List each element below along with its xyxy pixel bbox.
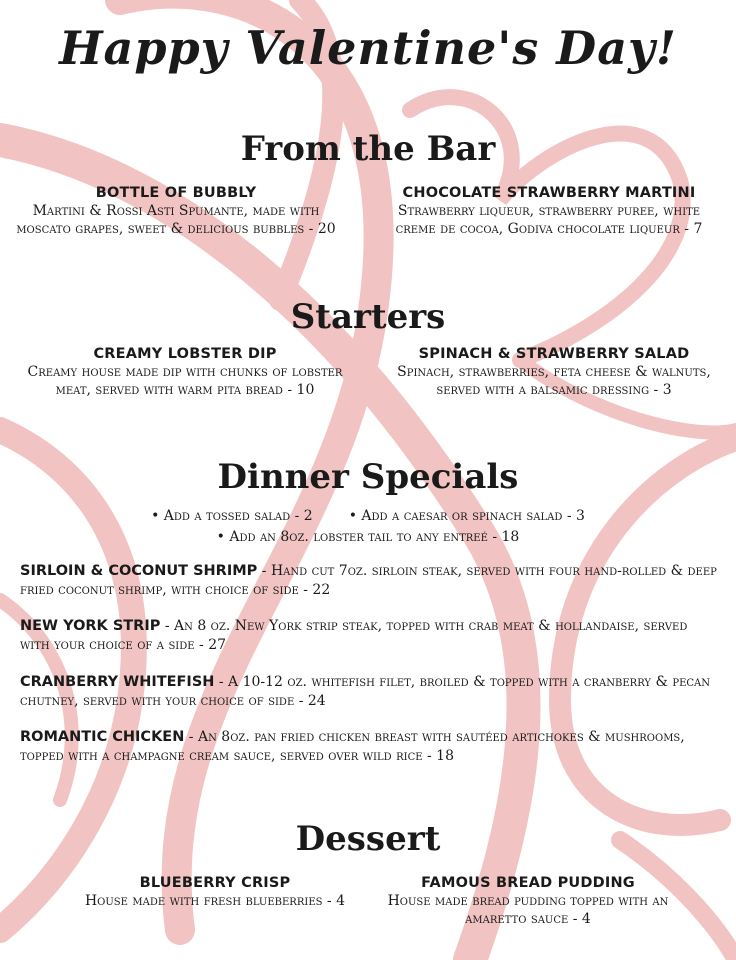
section-title-dinner-specials: Dinner Specials — [217, 457, 519, 497]
menu-item-description: House made with fresh blueberries - 4 — [84, 893, 346, 909]
menu-item-description: House made bread pudding topped with an amaretto sauce - 4 — [387, 893, 669, 927]
addon-item: • Add a tossed salad - 2 — [151, 508, 313, 524]
entree-description: - A 10-12 oz. whitefish filet, broiled & topped with a cranberry & pecan chutney, served with your choice of side - 24 — [20, 674, 711, 709]
entree-name: CRANBERRY WHITEFISH — [20, 674, 215, 690]
menu-item-name: CREAMY LOBSTER DIP — [93, 346, 277, 362]
addons-list — [0, 506, 736, 548]
entree-description: - An 8 oz. New York strip steak, topped with crab meat & hollandaise, served with your choice of a side - 27 — [20, 618, 688, 653]
menu-item-name: CHOCOLATE STRAWBERRY MARTINI — [402, 185, 696, 201]
entree-new-york-strip — [20, 617, 720, 655]
menu-item-creamy-lobster-dip — [20, 345, 350, 399]
menu-item-description: Creamy house made dip with chunks of lobster meat, served with warm pita bread - 10 — [27, 364, 343, 398]
entree-romantic-chicken — [20, 728, 720, 766]
menu-item-spinach-strawberry-salad — [384, 345, 724, 399]
menu-item-description: Strawberry liqueur, strawberry puree, white creme de cocoa, Godiva chocolate liqueur - 7 — [395, 203, 703, 237]
entree-name: ROMANTIC CHICKEN — [20, 729, 185, 745]
section-title-starters: Starters — [290, 297, 446, 337]
menu-item-famous-bread-pudding — [376, 874, 680, 928]
entree-sirloin-coconut-shrimp — [20, 562, 720, 600]
section-title-bar: From the Bar — [240, 129, 496, 169]
addon-item: • Add an 8oz. lobster tail to any entreé - 18 — [216, 529, 520, 545]
addons-row — [0, 527, 736, 548]
menu-item-name: BLUEBERRY CRISP — [139, 875, 291, 891]
page-title: Happy Valentine's Day! — [59, 21, 677, 75]
menu-item-description: Spinach, strawberries, feta cheese & walnuts, served with a balsamic dressing - 3 — [397, 364, 711, 398]
menu-item-name: SPINACH & STRAWBERRY SALAD — [418, 346, 690, 362]
section-title-dessert: Dessert — [295, 819, 441, 859]
entree-description: - Hand cut 7oz. sirloin steak, served with four hand-rolled & deep fried coconut shrimp, with choice of side - 22 — [20, 563, 717, 598]
entree-description: - An 8oz. pan fried chicken breast with sautéed artichokes & mushrooms, topped with a champagne cream sauce, served over wild rice - 18 — [20, 729, 685, 764]
menu-item-name: BOTTLE OF BUBBLY — [95, 185, 257, 201]
menu-item-blueberry-crisp — [80, 874, 350, 910]
addons-row — [0, 506, 736, 527]
menu-item-name: FAMOUS BREAD PUDDING — [421, 875, 635, 891]
menu-item-bottle-of-bubbly — [8, 184, 344, 238]
entree-cranberry-whitefish — [20, 673, 720, 711]
entree-name: SIRLOIN & COCONUT SHRIMP — [20, 563, 258, 579]
addon-item: • Add a caesar or spinach salad - 3 — [348, 508, 585, 524]
entree-name: NEW YORK STRIP — [20, 618, 161, 634]
menu-item-description: Martini & Rossi Asti Spumante, made with moscato grapes, sweet & delicious bubbles - 20 — [16, 203, 336, 237]
menu-item-chocolate-strawberry-martini — [384, 184, 714, 238]
